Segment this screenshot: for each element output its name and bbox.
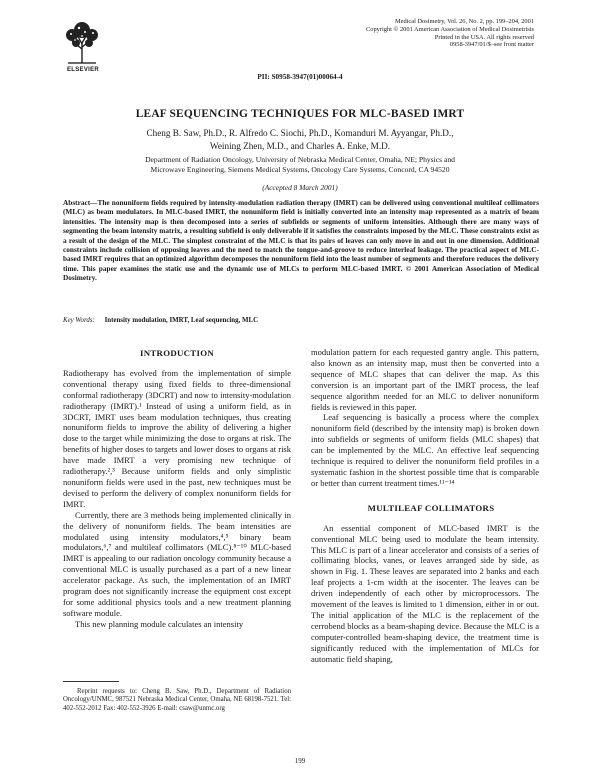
mlc-paragraph-1: An essential component of MLC-based IMRT is the conventional MLC being used to modulate the beam intensity. This MLC is part of a linear accelerator and consists of a series of collimating blocks, vanes, or leaves arranged side by side, as shown in Fig. 1. These leaves are separated into 2 banks and each leaf projects a 1-cm width at the isocenter. The leaves can be driven independently of each other by microprocessors. The movement of the leaves is limited to 1 dimension, either in or out. The initial application of the MLC is the replacement of the cerrobend blocks as a beam-shaping device. Because the MLC is a computer-controlled beam-shaping device, the treatment time is significantly reduced with the implementation of MLCs for automatic field shaping, <box>311 522 539 664</box>
left-column <box>63 348 291 630</box>
keywords-text: Intensity modulation, IMRT, Leaf sequencing, MLC <box>104 317 259 324</box>
affiliation-line-1: Department of Radiation Oncology, University of Nebraska Medical Center, Omaha, NE; Physics and <box>145 155 455 164</box>
footnote <box>63 688 291 713</box>
keywords <box>63 317 539 324</box>
intro-paragraph-5: Leaf sequencing is basically a process where the complex nonuniform field (described by the intensity map) is broken down into subfields or segments of uniform fields (MLC shapes) that can be implemented by the MLC. An effective leaf sequencing technique is required to deliver the nonuniform field profiles in a systematic fashion in the shortest possible time that is comparable or better than current treatment times.¹¹⁻¹⁴ <box>311 412 539 488</box>
right-column <box>311 347 539 664</box>
copyright-line: Copyright © 2001 American Association of Medical Dosimetrists <box>366 25 534 33</box>
intro-paragraph-3: This new planning module calculates an intensity <box>75 618 244 629</box>
author-list <box>60 127 540 152</box>
intro-paragraph-1: Radiotherapy has evolved from the implementation of simple conventional therapy using fixed fields to three-dimensional conformal radiotherapy (3DCRT) and now to intensity-modulation radiotherapy (IMRT).¹ Instead of using a uniform field, as in 3DCRT, IMRT uses beam modulation techniques, thus creating nonuniform fields to improve the ability of delivering a higher dose to the target while minimizing the dose to organs at risk. The benefits of higher doses to targets and lower doses to organs at risk have made IMRT a very promising new technique of radiotherapy.²,³ Because uniform fields and only simplistic nonuniform fields were used in the past, new techniques must be devised to perform the delivery of complex nonuniform fields for IMRT. <box>63 367 291 509</box>
elsevier-tree-logo <box>62 19 102 65</box>
abstract: Abstract—The nonuniform fields required by intensity-modulation radiation therapy (IMRT) can be delivered using conventional multileaf collimators (MLC) as beam modulators. In MLC-based IMRT, the nonuniform field is initially converted into an intensity map represented as a matrix of beam intensities. The intensity map is then decomposed into a series of subfields or segments of uniform intensities. Although there are many ways of segmenting the beam intensity matrix, a resulting subfield is only deliverable if it satisfies the constraints imposed by the MLC. These constraints exist as a result of the design of the MLC. The simplest constraint of the MLC is that its pairs of leaves can only move in and out in one dimension. Additional constraints include collision of opposing leaves and the need to match the tongue-and-groove to reduce interleaf leakage. The practical aspect of MLC-based IMRT requires that an optimized algorithm decomposes the nonuniform field into the least number of segments and therefore reduces the delivery time. This paper examines the static use and the dynamic use of MLCs to perform MLC-based IMRT. © 2001 American Association of Medical Dosimetry. <box>63 198 539 283</box>
publisher-logo-text: ELSEVIER <box>66 67 100 73</box>
keywords-label: Key Words: <box>63 317 95 324</box>
issn-line: 0958-3947/01/$–see front matter <box>449 41 534 49</box>
introduction-heading: INTRODUCTION <box>140 348 214 358</box>
paper-title: LEAF SEQUENCING TECHNIQUES FOR MLC-BASED IMRT <box>135 108 465 120</box>
journal-line: Medical Dosimetry, Vol. 26, No. 2, pp. 199–204, 2001 <box>394 18 534 25</box>
affiliation <box>60 155 540 175</box>
pii: PII: S0958-3947(01)00064-4 <box>257 73 343 81</box>
accepted-date: (Accepted 8 March 2001) <box>262 183 338 192</box>
authors-line-2: Weining Zhen, M.D., and Charles A. Enke, M.D. <box>209 140 391 151</box>
reprint-requests: Reprint requests to: Cheng B. Saw, Ph.D., Department of Radiation Oncology/UNMC, 987521 Nebraska Medical Center, Omaha, NE 68198-7521. Tel: 402-552-2012 Fax: 402-552-3926 E-mail: csaw@unmc.org <box>63 688 291 712</box>
journal-citation <box>234 18 534 49</box>
intro-paragraph-2: Currently, there are 3 methods being implemented clinically in the delivery of nonuniform fields. The beam intensities are modulated using intensity modulators,⁴,⁵ binary beam modulators,⁶,⁷ and multileaf collimators (MLC).⁸⁻¹⁰ MLC-based IMRT is appealing to our radiation oncology community because a conventional MLC is usually purchased as a part of a new linear accelerator package. As such, the implementation of an IMRT program does not significantly increase the equipment cost except for some additional physics tools and a new treatment planning software module. <box>63 509 291 618</box>
intro-paragraph-4: modulation pattern for each requested gantry angle. This pattern, also known as an intensity map, must then be converted into a sequence of MLC shapes that can deliver the map. As this conversion is an important part of the IMRT process, the leaf sequence algorithm needed for an MLC to deliver nonuniform fields is reviewed in this paper. <box>311 347 539 412</box>
rights-line: Printed in the USA. All rights reserved <box>434 33 534 41</box>
mlc-heading: MULTILEAF COLLIMATORS <box>367 502 495 513</box>
affiliation-line-2: Microwave Engineering, Siemens Medical Systems, Oncology Care Systems, Concord, CA 94520 <box>150 165 450 174</box>
footnote-divider <box>63 681 119 682</box>
page-number: 199 <box>294 757 306 765</box>
authors-line-1: Cheng B. Saw, Ph.D., R. Alfredo C. Siochi, Ph.D., Komanduri M. Ayyangar, Ph.D., <box>146 128 454 138</box>
